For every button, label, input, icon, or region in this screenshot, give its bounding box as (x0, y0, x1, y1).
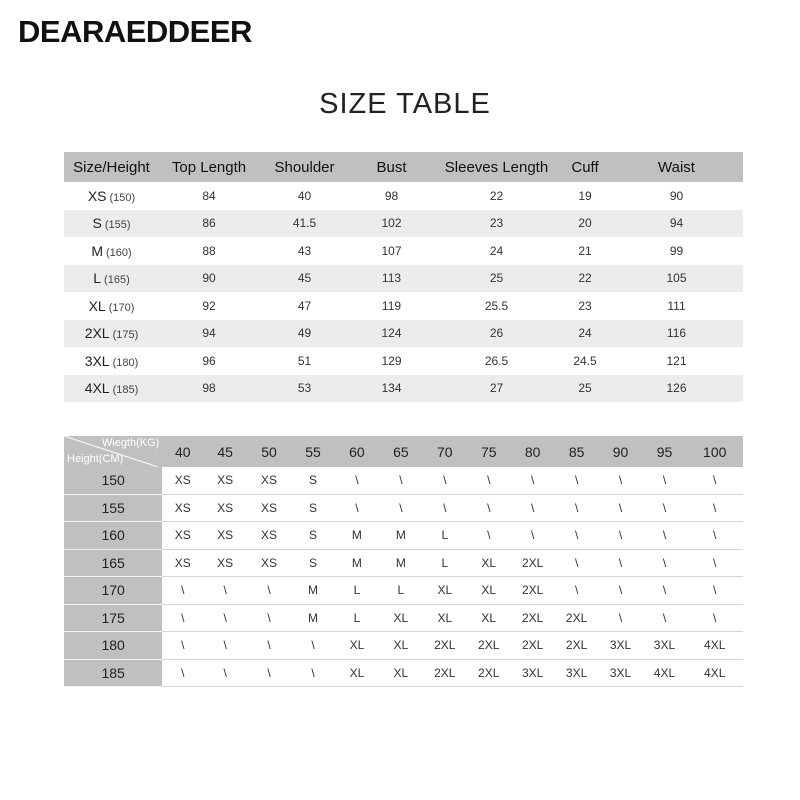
recommended-size-cell: 2XL (511, 549, 555, 577)
height-label: (150) (109, 191, 136, 204)
height-header-cell: 180 (64, 632, 162, 660)
recommended-size-cell: \ (291, 632, 335, 660)
measurement-cell: 25 (560, 375, 610, 403)
recommended-size-cell: M (379, 522, 423, 550)
weight-header-cell: 65 (379, 436, 423, 467)
size-table-header-cell: Size/Height (64, 152, 159, 182)
recommended-size-cell: \ (555, 549, 599, 577)
size-table-header-row (64, 152, 743, 182)
measurement-cell: 94 (159, 320, 259, 348)
recommended-size-cell: \ (203, 577, 247, 605)
recommended-size-cell: 2XL (467, 632, 511, 660)
recommended-size-cell: XL (423, 577, 467, 605)
weight-header-cell: 45 (203, 436, 247, 467)
height-header-cell: 185 (64, 659, 162, 687)
recommended-size-cell: XS (162, 494, 203, 522)
recommended-size-cell: L (423, 549, 467, 577)
recommended-size-cell: \ (247, 577, 291, 605)
measurement-cell: 119 (381, 298, 402, 313)
recommended-size-cell: \ (686, 494, 743, 522)
recommended-size-cell: XL (467, 577, 511, 605)
recommended-size-cell: 2XL (423, 659, 467, 687)
recommended-size-cell: 4XL (686, 632, 743, 660)
measurement-cell: 94 (610, 210, 743, 238)
measurement-cell: 43 (297, 243, 312, 258)
measurement-cell: 90 (669, 188, 684, 203)
size-table-header-cell: Bust (350, 152, 433, 182)
table-row (64, 549, 743, 577)
height-axis-label: Height(CM) (67, 453, 124, 465)
table-row (64, 375, 743, 403)
recommended-size-cell: \ (335, 467, 379, 494)
recommended-size-cell: \ (686, 577, 743, 605)
height-header-cell: 170 (64, 577, 162, 605)
recommended-size-cell: \ (555, 577, 599, 605)
recommended-size-cell: S (291, 549, 335, 577)
recommended-size-cell: \ (423, 467, 467, 494)
size-table-header-cell: Waist (610, 152, 743, 182)
measurement-cell: 96 (202, 353, 216, 368)
brand-logo: DEARAEDDEER (18, 14, 252, 49)
recommended-size-cell: \ (467, 522, 511, 550)
measurement-cell: 116 (610, 320, 743, 348)
recommended-size-cell: \ (162, 632, 203, 660)
weight-header-row (64, 436, 743, 467)
recommended-size-cell: \ (162, 577, 203, 605)
weight-header-cell: 60 (335, 436, 379, 467)
measurement-cell: 86 (159, 210, 259, 238)
recommended-size-cell: XL (335, 659, 379, 687)
recommended-size-cell: \ (643, 604, 687, 632)
recommended-size-cell: \ (643, 549, 687, 577)
table-row (64, 347, 743, 375)
recommended-size-cell: 2XL (511, 577, 555, 605)
weight-header-cell: 70 (423, 436, 467, 467)
recommended-size-cell: XS (203, 522, 247, 550)
recommended-size-cell: \ (247, 604, 291, 632)
size-table-header-cell: Sleeves Length (433, 152, 560, 182)
recommended-size-cell: \ (511, 467, 555, 494)
measurement-cell: 47 (297, 298, 312, 313)
size-table-header-cell: Top Length (159, 152, 259, 182)
recommended-size-cell: XL (379, 604, 423, 632)
height-label: (170) (108, 301, 135, 314)
measurement-cell: 53 (259, 375, 350, 403)
recommended-size-cell: \ (686, 467, 743, 494)
recommended-size-cell: XS (247, 494, 291, 522)
recommended-size-cell: \ (643, 494, 687, 522)
measurement-cell: 22 (560, 265, 610, 293)
size-cell (64, 265, 159, 293)
recommended-size-cell: XL (423, 604, 467, 632)
measurement-cell: 88 (202, 243, 216, 258)
recommended-size-cell: \ (599, 494, 643, 522)
size-label: S (92, 215, 102, 232)
recommended-size-cell: XS (203, 467, 247, 494)
height-label: (185) (112, 384, 139, 397)
recommended-size-cell: M (379, 549, 423, 577)
recommended-size-cell: XS (203, 494, 247, 522)
recommended-size-cell: M (335, 522, 379, 550)
height-header-cell: 160 (64, 522, 162, 550)
recommended-size-cell: \ (643, 577, 687, 605)
recommended-size-cell: S (291, 522, 335, 550)
measurement-cell: 23 (433, 210, 560, 238)
table-row (64, 632, 743, 660)
weight-header-cell: 40 (162, 436, 203, 467)
measurement-cell: 21 (578, 243, 592, 258)
weight-header-cell: 55 (291, 436, 335, 467)
recommended-size-cell: \ (423, 494, 467, 522)
weight-header-cell: 90 (599, 436, 643, 467)
recommended-size-cell: \ (686, 549, 743, 577)
table-row (64, 210, 743, 238)
size-table-header-cell: Shoulder (259, 152, 350, 182)
corner-header-cell (64, 436, 162, 467)
size-label: 2XL (84, 325, 110, 342)
height-header-cell: 165 (64, 549, 162, 577)
measurement-cell: 126 (610, 375, 743, 403)
recommended-size-cell: L (335, 604, 379, 632)
weight-header-cell: 95 (643, 436, 687, 467)
weight-header-cell: 75 (467, 436, 511, 467)
recommended-size-cell: \ (555, 467, 599, 494)
recommended-size-cell: XS (247, 549, 291, 577)
recommended-size-cell: \ (162, 604, 203, 632)
recommended-size-cell: \ (643, 522, 687, 550)
recommended-size-cell: 3XL (599, 659, 643, 687)
size-cell (64, 182, 159, 210)
recommended-size-cell: \ (511, 522, 555, 550)
weight-header-cell: 100 (686, 436, 743, 467)
size-cell (64, 347, 159, 375)
measurement-cell: 129 (381, 353, 402, 368)
size-cell (64, 210, 159, 238)
weight-header-cell: 50 (247, 436, 291, 467)
measurement-cell: 26.5 (484, 353, 509, 368)
table-row (64, 522, 743, 550)
recommended-size-cell: 3XL (511, 659, 555, 687)
measurement-cell: 19 (578, 188, 592, 203)
height-header-cell: 175 (64, 604, 162, 632)
recommended-size-cell: \ (203, 604, 247, 632)
measurement-cell: 92 (202, 298, 216, 313)
size-label: 4XL (84, 380, 110, 397)
measurement-cell: 24.5 (573, 353, 597, 368)
size-cell (64, 237, 159, 265)
measurement-cell: 84 (202, 188, 216, 203)
recommended-size-cell: XS (203, 549, 247, 577)
recommended-size-cell: 2XL (467, 659, 511, 687)
measurement-cell: 98 (159, 375, 259, 403)
measurement-cell: 27 (433, 375, 560, 403)
recommended-size-cell: \ (467, 467, 511, 494)
measurement-cell: 90 (159, 265, 259, 293)
recommended-size-cell: \ (599, 604, 643, 632)
recommended-size-cell: \ (555, 494, 599, 522)
measurement-cell: 40 (297, 188, 312, 203)
recommended-size-cell: XL (379, 632, 423, 660)
weight-height-table (64, 436, 743, 687)
recommended-size-cell: 3XL (599, 632, 643, 660)
size-label: M (91, 242, 103, 259)
measurement-cell: 113 (350, 265, 433, 293)
recommended-size-cell: \ (379, 467, 423, 494)
measurement-cell: 105 (610, 265, 743, 293)
recommended-size-cell: 4XL (686, 659, 743, 687)
height-label: (180) (112, 356, 139, 369)
recommended-size-cell: M (291, 577, 335, 605)
table-row (64, 292, 743, 320)
measurement-cell: 24 (560, 320, 610, 348)
recommended-size-cell: \ (247, 659, 291, 687)
recommended-size-cell: M (291, 604, 335, 632)
table-row (64, 577, 743, 605)
recommended-size-cell: \ (379, 494, 423, 522)
measurement-cell: 98 (384, 188, 399, 203)
recommended-size-cell: \ (511, 494, 555, 522)
measurement-cell: 124 (350, 320, 433, 348)
size-label: L (93, 270, 102, 287)
measurement-cell: 111 (667, 298, 686, 313)
measurement-cell: 121 (666, 353, 687, 368)
recommended-size-cell: 2XL (511, 632, 555, 660)
recommended-size-cell: \ (203, 632, 247, 660)
measurement-cell: 99 (669, 243, 684, 258)
measurement-cell: 41.5 (259, 210, 350, 238)
weight-axis-label: Wiegth(KG) (101, 437, 160, 449)
recommended-size-cell: \ (203, 659, 247, 687)
recommended-size-cell: M (335, 549, 379, 577)
recommended-size-cell: XS (247, 467, 291, 494)
recommended-size-cell: \ (643, 467, 687, 494)
size-measurement-table (64, 152, 743, 402)
recommended-size-cell: XS (247, 522, 291, 550)
recommended-size-cell: L (379, 577, 423, 605)
weight-header-cell: 80 (511, 436, 555, 467)
table-row (64, 467, 743, 494)
table-row (64, 659, 743, 687)
recommended-size-cell: \ (247, 632, 291, 660)
size-label: XS (87, 187, 107, 204)
recommended-size-cell: \ (599, 522, 643, 550)
recommended-size-cell: \ (467, 494, 511, 522)
page-title: SIZE TABLE (319, 88, 491, 120)
recommended-size-cell: \ (335, 494, 379, 522)
recommended-size-cell: 2XL (555, 604, 599, 632)
recommended-size-cell: S (291, 494, 335, 522)
measurement-cell: 25.5 (484, 298, 509, 313)
recommended-size-cell: XL (467, 549, 511, 577)
recommended-size-cell: \ (599, 549, 643, 577)
measurement-cell: 26 (433, 320, 560, 348)
size-label: XL (88, 297, 106, 314)
recommended-size-cell: \ (291, 659, 335, 687)
recommended-size-cell: L (423, 522, 467, 550)
measurement-cell: 45 (259, 265, 350, 293)
measurement-cell: 20 (560, 210, 610, 238)
height-header-cell: 155 (64, 494, 162, 522)
measurement-cell: 23 (578, 298, 592, 313)
measurement-cell: 102 (350, 210, 433, 238)
recommended-size-cell: 2XL (555, 632, 599, 660)
recommended-size-cell: \ (599, 467, 643, 494)
size-table-header-cell: Cuff (560, 152, 610, 182)
recommended-size-cell: 4XL (643, 659, 687, 687)
recommended-size-cell: XS (162, 549, 203, 577)
recommended-size-cell: S (291, 467, 335, 494)
size-cell (64, 292, 159, 320)
size-cell (64, 320, 159, 348)
table-row (64, 265, 743, 293)
recommended-size-cell: XL (335, 632, 379, 660)
recommended-size-cell: \ (555, 522, 599, 550)
table-row (64, 494, 743, 522)
height-label: (175) (112, 329, 139, 342)
weight-header-cell: 85 (555, 436, 599, 467)
recommended-size-cell: 2XL (423, 632, 467, 660)
recommended-size-cell: \ (162, 659, 203, 687)
height-header-cell: 150 (64, 467, 162, 494)
height-label: (160) (105, 246, 132, 259)
recommended-size-cell: XL (467, 604, 511, 632)
size-cell (64, 375, 159, 403)
measurement-cell: 51 (297, 353, 312, 368)
recommended-size-cell: 3XL (643, 632, 687, 660)
height-label: (155) (104, 219, 131, 232)
measurement-cell: 24 (489, 243, 504, 258)
recommended-size-cell: XS (162, 467, 203, 494)
measurement-cell: 25 (433, 265, 560, 293)
recommended-size-cell: L (335, 577, 379, 605)
recommended-size-cell: 2XL (511, 604, 555, 632)
measurement-cell: 107 (381, 243, 402, 258)
recommended-size-cell: \ (599, 577, 643, 605)
measurement-cell: 49 (259, 320, 350, 348)
recommended-size-cell: \ (686, 522, 743, 550)
table-row (64, 320, 743, 348)
recommended-size-cell: XS (162, 522, 203, 550)
recommended-size-cell: \ (686, 604, 743, 632)
measurement-cell: 134 (350, 375, 433, 403)
height-label: (165) (104, 274, 130, 287)
measurement-cell: 22 (489, 188, 504, 203)
recommended-size-cell: XL (379, 659, 423, 687)
table-row (64, 237, 743, 265)
size-label: 3XL (84, 352, 110, 369)
table-row (64, 182, 743, 210)
recommended-size-cell: 3XL (555, 659, 599, 687)
table-row (64, 604, 743, 632)
